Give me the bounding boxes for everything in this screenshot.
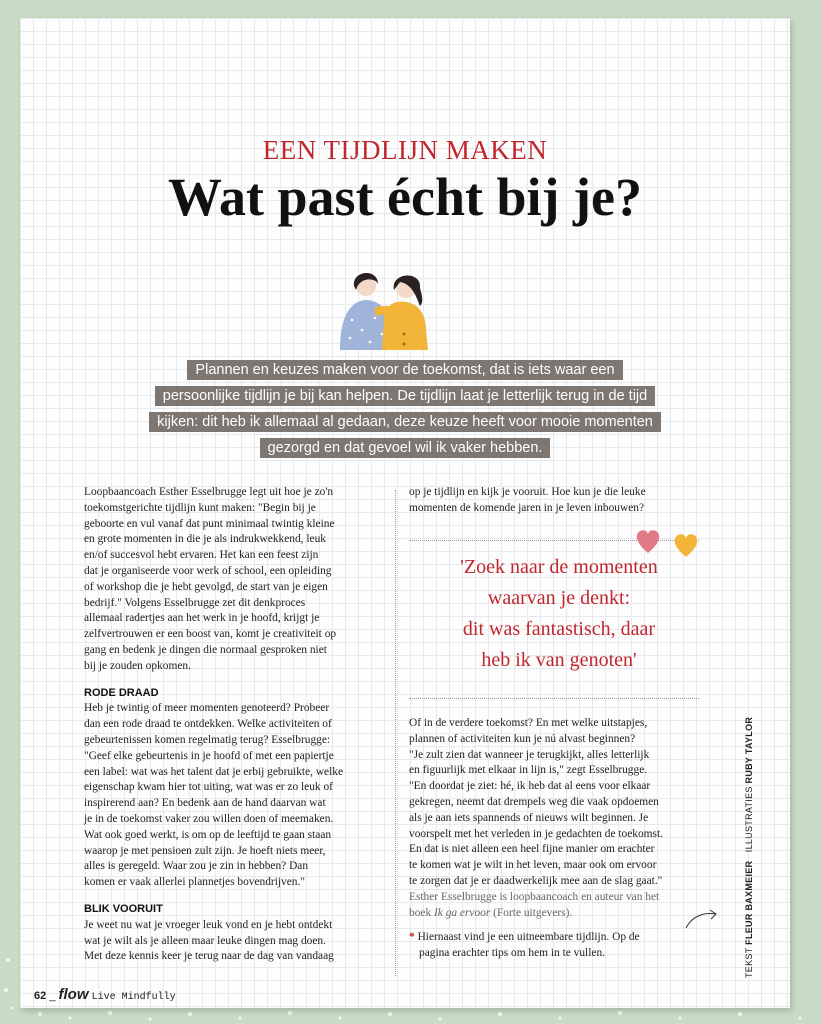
page-number: 62 — [34, 990, 47, 1002]
body-line: "Geef elke gebeurtenis in je hoofd of met een papiertje — [84, 749, 334, 762]
body-line: Heb je twintig of meer momenten genoteerd? Probeer — [84, 702, 330, 715]
body-line: gebeurtenissen komen regelmatig terug? Esselbrugge: — [84, 733, 331, 746]
credit-illus-author: RUBY TAYLOR — [744, 716, 754, 784]
credits-vertical — [744, 698, 754, 978]
section-heading-rode-draad: RODE DRAAD — [84, 686, 159, 699]
body-line: Of in de verdere toekomst? En met welke uitstapjes, — [409, 717, 648, 729]
bio-line: Esther Esselbrugge is loopbaancoach en auteur van het — [409, 890, 660, 903]
article-title: Wat past écht bij je? — [168, 167, 642, 227]
flow-logo: flow — [58, 986, 89, 1003]
body-line: wat je wilt als je alleen maar leuke dingen mag doen. — [84, 934, 326, 947]
body-line: komen er vaak allerlei plannetjes bovendrijven." — [84, 876, 305, 889]
right-column-bottom — [409, 716, 709, 962]
intro-line: gezorgd en dat gevoel wil ik vaker hebben. — [260, 438, 551, 458]
body-line: en figuurlijk met elkaar in lijn is," zegt Esselbrugge. — [409, 764, 648, 777]
body-line: je in de toekomst vaker zou willen doen of meemaken. — [84, 812, 334, 825]
body-line: te zorgen dat je er daadwerkelijk mee aan de slag gaat." — [409, 874, 663, 887]
left-column — [84, 485, 380, 965]
intro-text — [110, 357, 700, 461]
author-bio — [409, 890, 709, 922]
credit-text-label: TEKST — [744, 947, 754, 978]
body-line: een label: wat was het talent dat je erbij gebruikte, welke — [84, 765, 344, 778]
body-line: allemaal radertjes aan het werk in je hoofd, krijgt je — [84, 612, 320, 625]
body-line: eigenschap kwam hier tot uiting, wat was er zo leuk of — [84, 781, 333, 794]
body-line: toekomstgerichte tijdlijn kunt maken: "Begin bij je — [84, 501, 316, 514]
body-line: bedrijf." Volgens Esselbrugge zet dit denkproces — [84, 596, 306, 609]
body-line: Wat ook goed werkt, is om op de leeftijd te gaan staan — [84, 828, 332, 841]
bio-prefix: boek — [409, 906, 434, 919]
arrow-icon — [684, 908, 720, 930]
body-line: Met deze kennis keer je terug naar de dag van vandaag — [84, 950, 334, 963]
credit-text-author: FLEUR BAXMEIER — [744, 860, 754, 945]
body-line: dat je organiseerde voor werk of school, een opleiding — [84, 564, 332, 577]
intro-line: persoonlijke tijdlijn je bij kan helpen. De tijdlijn laat je letterlijk terug in de tijd — [155, 386, 655, 406]
two-women-illustration — [330, 250, 440, 362]
body-line: alles is geregeld. Waar zou je zin in hebben? Dan — [84, 860, 309, 873]
page-footer — [34, 986, 176, 1003]
body-line: als je aan iets spannends of nieuws wilt beginnen. Je — [409, 811, 649, 824]
body-line: waarop je met pensioen zult zijn. Je hoeft niets meer, — [84, 844, 326, 857]
body-line: dan een rode draad te ontdekken. Welke activiteiten of — [84, 718, 332, 731]
asterisk-icon: * — [409, 931, 415, 944]
body-line: plannen of activiteiten kun je nú alvast beginnen? — [409, 732, 636, 745]
body-line: "En doordat je ziet: hé, ik heb dat al eens voor elkaar — [409, 780, 651, 793]
credit-illus-label: ILLUSTRATIES — [744, 786, 754, 853]
body-line: voorspelt met het verleden in je gedachten de toekomst. — [409, 827, 663, 840]
body-line: zelfvertrouwen er een boost van, komt je creativiteit op — [84, 628, 337, 641]
quote-divider-bottom — [409, 698, 699, 699]
right-column-top — [409, 485, 709, 517]
body-line: en/of succesvol hebt ervaren. Het kan een feest zijn — [84, 549, 319, 562]
note-line: pagina erachter tips om hem in te vullen. — [419, 947, 605, 960]
magazine-page — [20, 18, 790, 1008]
body-line: bij je zouden opkomen. — [84, 659, 191, 672]
intro-line: kijken: dit heb ik allemaal al gedaan, deze keuze heeft voor mooie momenten — [149, 412, 661, 432]
body-line: "Je zult zien dat wanneer je terugkijkt, alles letterlijk — [409, 748, 650, 761]
footer-rule: _ — [49, 990, 56, 1002]
quote-line: heb ik van genoten' — [481, 649, 637, 671]
body-line: inspirerend aan? En bedenk aan de hand daarvan wat — [84, 797, 326, 810]
column-divider — [395, 490, 396, 976]
body-line: gang en bedenk je dingen die normaal gesproken niet — [84, 643, 327, 656]
bio-suffix: (Forte uitgevers). — [490, 906, 573, 919]
quote-line: 'Zoek naar de momenten — [460, 556, 658, 578]
footer-tagline: Live Mindfully — [91, 992, 176, 1003]
quote-line: dit was fantastisch, daar — [462, 618, 656, 640]
quote-line: waarvan je denkt: — [487, 587, 631, 609]
body-line: op je tijdlijn en kijk je vooruit. Hoe kun je die leuke — [409, 486, 646, 498]
timeline-note — [409, 930, 709, 962]
body-line: Loopbaancoach Esther Esselbrugge legt uit hoe je zo'n — [84, 486, 334, 498]
intro-line: Plannen en keuzes maken voor de toekomst, dat is iets waar een — [187, 360, 622, 380]
pull-quote — [409, 552, 709, 676]
body-line: Je weet nu wat je vroeger leuk vond en je hebt ontdekt — [84, 918, 333, 931]
body-line: geboorte en vul vanaf dat punt minimaal twintig kleine — [84, 517, 335, 530]
note-line: Hiernaast vind je een uitneembare tijdlijn. Op de — [417, 931, 640, 944]
body-line: te komen wat je wilt in het leven, maar ook om ervoor — [409, 859, 657, 872]
article-kicker: EEN TIJDLIJN MAKEN — [262, 135, 548, 165]
body-line: of workshop die je hebt gevolgd, de start van je eigen — [84, 580, 328, 593]
section-heading-blik-vooruit: BLIK VOORUIT — [84, 902, 163, 915]
book-title: Ik ga ervoor — [434, 906, 491, 919]
body-line: gekregen, neemt dat drempels weg die vaak opdoemen — [409, 795, 659, 808]
body-line: En dat is niet alleen een heel fijne manier om erachter — [409, 843, 655, 856]
body-line: momenten de komende jaren in je leven inbouwen? — [409, 501, 645, 514]
body-line: en grote momenten in die je als indrukwekkend, leuk — [84, 533, 326, 546]
